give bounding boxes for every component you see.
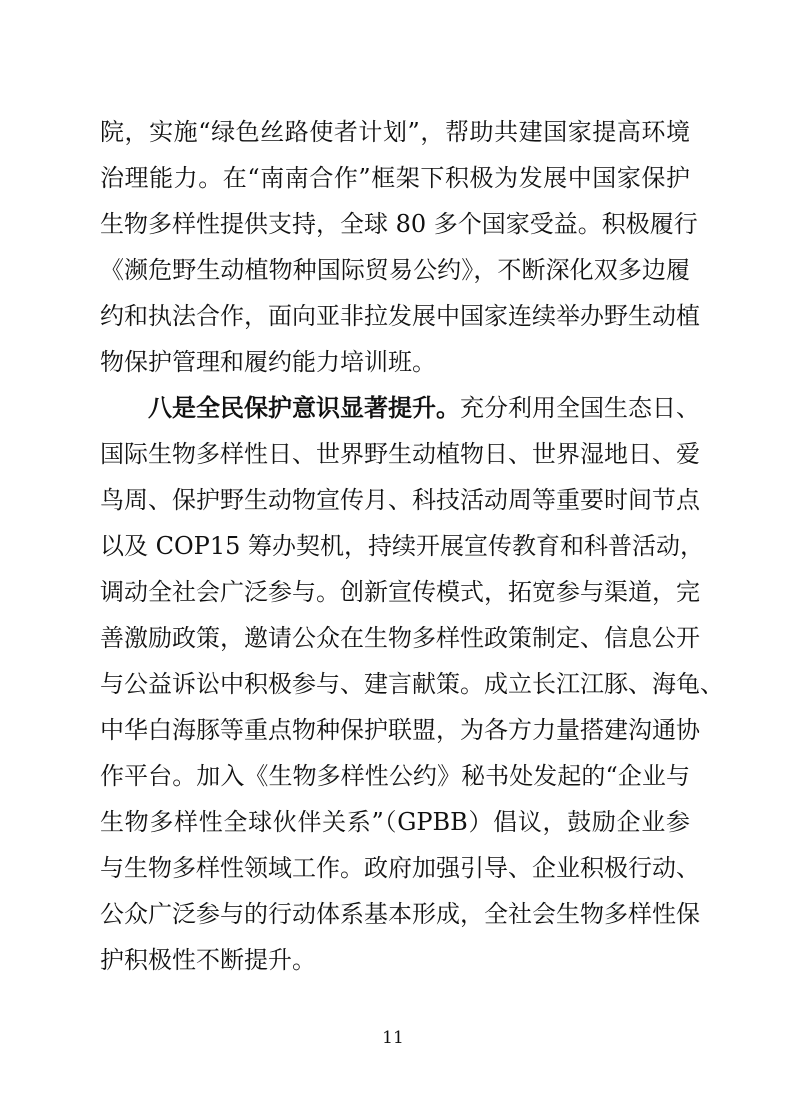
text-line: 与公益诉讼中积极参与、建言献策。成立长江江豚、海龟、 (100, 670, 724, 698)
text-line: 中华白海豚等重点物种保护联盟，为各方力量搭建沟通协 (100, 716, 700, 744)
text-line: 物保护管理和履约能力培训班。 (100, 348, 436, 376)
text-line: 以及 COP15 筹办契机，持续开展宣传教育和科普活动， (100, 532, 704, 560)
text-line: 作平台。加入《生物多样性公约》秘书处发起的“企业与 (100, 762, 690, 790)
text-line: 国际生物多样性日、世界野生动植物日、世界湿地日、爱 (100, 440, 700, 468)
paragraph-heading: 八是全民保护意识显著提升。 (148, 393, 460, 422)
text-line: 公众广泛参与的行动体系基本形成，全社会生物多样性保 (100, 900, 700, 928)
paragraph-first-line (148, 388, 700, 428)
page-number: 11 (382, 1028, 404, 1048)
text-line: 鸟周、保护野生动物宣传月、科技活动周等重要时间节点 (100, 486, 700, 514)
text-line: 调动全社会广泛参与。创新宣传模式，拓宽参与渠道，完 (100, 578, 700, 606)
text-line: 与生物多样性领域工作。政府加强引导、企业积极行动、 (100, 854, 700, 882)
text-line: 约和执法合作，面向亚非拉发展中国家连续举办野生动植 (100, 302, 700, 330)
text-line: 生物多样性提供支持，全球 80 多个国家受益。积极履行 (100, 210, 698, 238)
paragraph-first-line-text: 充分利用全国生态日、 (460, 394, 700, 422)
text-line: 生物多样性全球伙伴关系”（GPBB）倡议，鼓励企业参 (100, 808, 690, 836)
text-line: 治理能力。在“南南合作”框架下积极为发展中国家保护 (100, 164, 690, 192)
text-line: 善激励政策，邀请公众在生物多样性政策制定、信息公开 (100, 624, 700, 652)
text-line: 护积极性不断提升。 (100, 946, 316, 974)
text-line: 《濒危野生动植物种国际贸易公约》，不断深化双多边履 (100, 256, 690, 284)
text-line: 院，实施“绿色丝路使者计划”，帮助共建国家提高环境 (100, 118, 690, 146)
